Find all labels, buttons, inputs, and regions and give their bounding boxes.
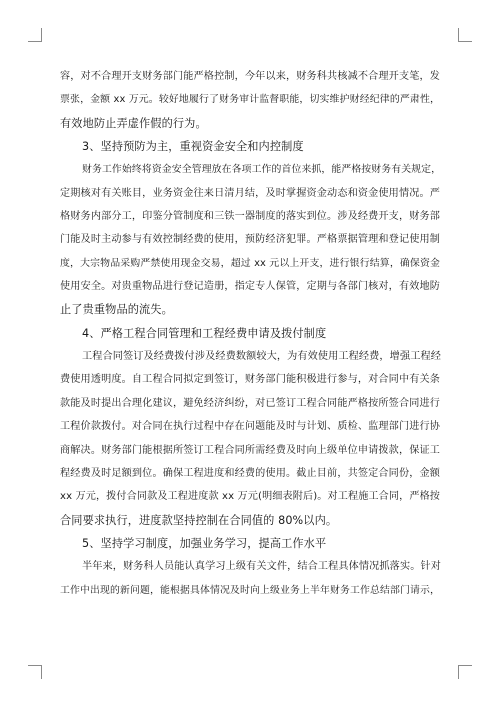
text-line: 票张，金额 xx 万元。较好地履行了财务审计监督职能，切实维护财经纪律的严肃性， bbox=[60, 94, 440, 106]
text-line: 容，对不合理开支财务部门能严格控制，今年以来，财务科共核减不合理开支笔，发 bbox=[60, 71, 440, 82]
text-line: 工程合同签订及经费拨付涉及经费数额较大，为有效使用工程经费，增强工程经 bbox=[82, 351, 441, 363]
heading-text: 5、坚持学习制度，加强业务学习，提高工作水平 bbox=[82, 536, 327, 550]
text-line: 合同要求执行，进度款坚持控制在合同值的 80%以内。 bbox=[60, 513, 338, 527]
text-line: 工作中出现的新问题，能根据具体情况及时向上级业务上半年财务工作总结部门请示， bbox=[60, 584, 440, 596]
crop-mark-top-left bbox=[28, 28, 42, 42]
text-line: 程经费及时足额到位。确保工程进度和经费的使用。截止目前，共签定合同份，金额 bbox=[60, 467, 440, 479]
paragraph bbox=[60, 345, 440, 532]
crop-mark-bottom-left bbox=[28, 665, 42, 679]
text-line: 格财务内部分工，印鉴分管制度和三铁一器制度的落实到位。涉及经费开支，财务部 bbox=[60, 211, 440, 223]
text-line: 门能及时主动参与有效控制经费的使用，预防经济犯罪。严格票据管理和登记使用制 bbox=[60, 234, 440, 246]
paragraph bbox=[60, 555, 440, 602]
heading-text: 4、严格工程合同管理和工程经费申请及拨付制度 bbox=[82, 326, 327, 340]
text-line: 费使用透明度。自工程合同拟定到签订，财务部门能积极进行参与，对合同中有关条 bbox=[60, 374, 440, 386]
text-line: 款能及时提出合理化建议，避免经济纠纷，对已签订工程合同能严格按所签合同进行 bbox=[60, 397, 440, 409]
section-heading bbox=[60, 322, 440, 345]
text-line: 半年来，财务科人员能认真学习上级有关文件，结合工程具体情况抓落实。针对 bbox=[82, 561, 441, 573]
paragraph bbox=[60, 158, 440, 321]
text-line: 工程价款拨付。对合同在执行过程中存在问题能及时与计划、质检、监理部门进行协 bbox=[60, 421, 440, 433]
crop-mark-bottom-right bbox=[458, 665, 472, 679]
text-line: 使用安全。对贵重物品进行登记造册，指定专人保管，定期与各部门核对，有效地防 bbox=[60, 281, 440, 293]
heading-text: 3、坚持预防为主，重视资金安全和内控制度 bbox=[82, 140, 304, 154]
crop-mark-top-right bbox=[458, 28, 472, 42]
text-line: 定期核对有关账目，业务资金往来日清月结，及时掌握资金动态和资金使用情况。严 bbox=[60, 187, 440, 199]
text-line: xx 万元，拨付合同款及工程进度款 xx 万元(明细表附后)。对工程施工合同，严格按 bbox=[60, 491, 440, 503]
document-body bbox=[60, 65, 440, 602]
section-heading bbox=[60, 532, 440, 555]
section-heading bbox=[60, 135, 440, 158]
paragraph bbox=[60, 65, 440, 135]
text-line: 商解决。财务部门能根据所签订工程合同所需经费及时向上级单位申请拨款，保证工 bbox=[60, 444, 440, 456]
text-line: 度，大宗物品采购严禁使用现金交易，超过 xx 元以上开支，进行银行结算，确保资金 bbox=[60, 257, 440, 269]
text-line: 止了贵重物品的流失。 bbox=[60, 303, 173, 317]
text-line: 财务工作始终将资金安全管理放在各项工作的首位来抓，能严格按财务有关规定， bbox=[82, 164, 442, 176]
text-line: 有效地防止弄虚作假的行为。 bbox=[60, 116, 207, 130]
